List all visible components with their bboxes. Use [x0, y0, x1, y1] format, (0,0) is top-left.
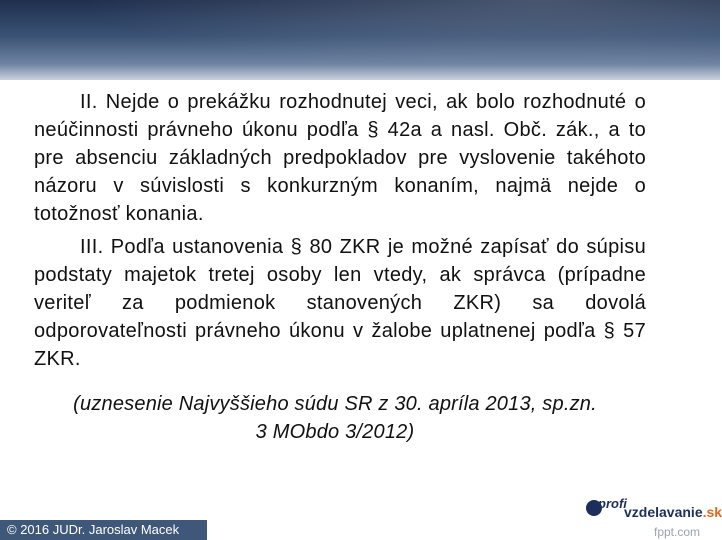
paragraph-ii: II. Nejde o prekážku rozhodnutej veci, ak bolo rozhodnuté o neúčinnosti právneho úkonu podľa § 42a a nasl. Obč. zák., a to pre absenciu základných predpokladov pre vyslovenie takéhoto názoru v súvislosti s konkurzným konaním, najmä nejde o totožnosť konania.	[34, 91, 646, 225]
logo-prefix: profi	[598, 496, 627, 511]
fppt-watermark: fppt.com	[654, 525, 701, 539]
citation-line-2: 3 MObdo 3/2012)	[255, 421, 415, 443]
logo-tld: .sk	[702, 504, 722, 520]
citation-line-1: (uznesenie Najvyššieho súdu SR z 30. apríla 2013, sp.zn.	[73, 393, 597, 415]
logo-main-text: vzdelavanie	[624, 504, 703, 520]
header-band	[0, 0, 720, 80]
profivzdelavanie-logo	[586, 496, 720, 522]
copyright-text: © 2016 JUDr. Jaroslav Macek	[7, 522, 180, 537]
logo-main	[624, 504, 722, 520]
paragraph-iii: III. Podľa ustanovenia § 80 ZKR je možné zapísať do súpisu podstaty majetok tretej osoby len vtedy, ak správca (prípadne veriteľ za podmienok stanovených ZKR) sa dovolá odporovateľnosti právneho úkonu v žalobe uplatnenej podľa § 57 ZKR.	[34, 236, 646, 370]
court-citation	[0, 390, 670, 446]
